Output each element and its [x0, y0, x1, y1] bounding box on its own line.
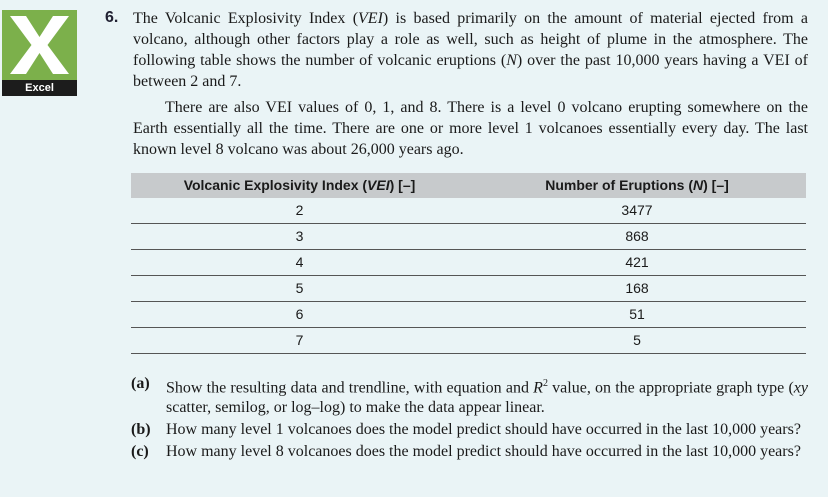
problem-intro: The Volcanic Explosivity Index (VEI) is based primarily on the amount of material ejected from a volcano, although other factors play a role as well, such as height of plume in the atmosphere. The following table shows the number of volcanic eruptions (N) over the past 10,000 years having a VEI of between 2 and 7.	[133, 10, 809, 90]
vei-cell: 2	[295, 202, 304, 218]
vei-cell: 3	[295, 228, 304, 244]
table-row	[131, 198, 806, 224]
question-label: (b)	[131, 421, 151, 439]
eruptions-cell: 5	[633, 332, 641, 348]
questions-list	[131, 374, 808, 464]
eruptions-cell: 168	[625, 280, 649, 296]
question-label: (a)	[131, 375, 150, 392]
vei-cell: 4	[295, 254, 304, 270]
eruptions-cell: 421	[625, 254, 649, 270]
table-row	[131, 276, 806, 302]
question-text: Show the resulting data and trendline, with equation and $R^2$ value, on the appropriate graph type (xy scatter, semilog, or log–log) to make the data appear linear.	[166, 378, 808, 417]
problem-number: 6.	[105, 9, 119, 26]
vei-cell: 7	[295, 332, 304, 348]
header-vei: Volcanic Explosivity Index (VEI) [–]	[183, 177, 416, 193]
vei-cell: 5	[295, 280, 304, 296]
table-row	[131, 328, 806, 354]
vei-cell: 6	[295, 306, 304, 322]
table-row	[131, 224, 806, 250]
eruption-table	[131, 173, 806, 354]
eruptions-cell: 3477	[621, 202, 653, 218]
question-text: How many level 1 volcanoes does the model predict should have occurred in the last 10,000 years?	[166, 421, 801, 439]
eruptions-cell: 51	[629, 306, 645, 322]
question-c	[131, 442, 808, 462]
problem-context: There are also VEI values of 0, 1, and 8. There is a level 0 volcano erupting somewhere on the Earth essentially all the time. There are one or more level 1 volcanoes essentially every day. The last known level 8 volcano was about 26,000 years ago.	[133, 99, 808, 158]
table-header	[131, 173, 806, 198]
excel-icon	[2, 10, 77, 80]
excel-label: Excel	[2, 80, 77, 96]
question-label: (c)	[131, 443, 149, 461]
header-eruptions: Number of Eruptions (N) [–]	[545, 177, 729, 193]
excel-badge	[2, 10, 77, 95]
eruptions-cell: 868	[625, 228, 649, 244]
question-b	[131, 420, 808, 440]
question-a	[131, 374, 808, 418]
table-row	[131, 302, 806, 328]
table-row	[131, 250, 806, 276]
question-text: How many level 8 volcanoes does the model predict should have occurred in the last 10,000 years?	[166, 443, 801, 461]
